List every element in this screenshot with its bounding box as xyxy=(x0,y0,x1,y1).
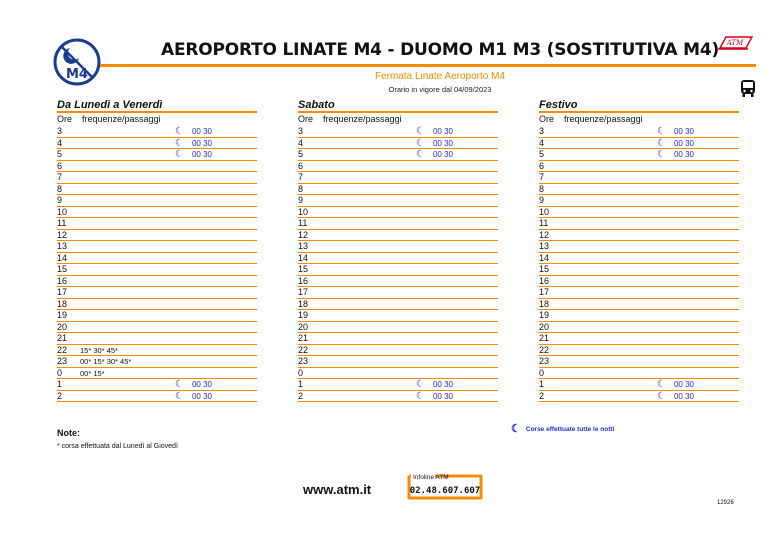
schedule-title: Sabato xyxy=(298,99,335,111)
frequency-header: frequenze/passaggi xyxy=(323,114,402,124)
schedule-row xyxy=(539,138,739,150)
hour-cell: 5 xyxy=(57,149,63,159)
night-times: 00 30 xyxy=(191,391,212,401)
night-departures xyxy=(416,126,453,137)
schedule-row xyxy=(539,322,739,334)
hour-cell: 3 xyxy=(539,126,545,136)
moon-icon: ☾ xyxy=(416,379,425,390)
moon-icon: ☾ xyxy=(175,137,184,149)
schedule-row xyxy=(298,207,498,219)
schedule-row xyxy=(57,333,257,345)
moon-icon: ☾ xyxy=(657,126,666,137)
schedule-row xyxy=(57,276,257,288)
night-times: 00 30 xyxy=(673,391,694,401)
schedule-row xyxy=(57,264,257,276)
moon-icon: ☾ xyxy=(657,149,666,160)
schedule-header xyxy=(57,113,257,126)
hour-cell: 18 xyxy=(298,298,309,309)
night-departures xyxy=(175,391,212,402)
hour-cell: 12 xyxy=(539,229,550,240)
hour-cell: 21 xyxy=(539,333,550,343)
m4-line-badge-icon xyxy=(53,38,101,86)
schedule-row xyxy=(539,287,739,299)
hour-cell: 22 xyxy=(298,344,309,355)
hour-cell: 17 xyxy=(539,287,550,297)
night-departures xyxy=(175,149,212,160)
hour-cell: 8 xyxy=(539,183,545,194)
hour-cell: 4 xyxy=(298,137,304,148)
moon-icon: ☾ xyxy=(416,390,425,402)
page-title: AEROPORTO LINATE M4 - DUOMO M1 M3 (SOSTITUTIVA M4) xyxy=(160,40,720,60)
moon-icon: ☾ xyxy=(175,390,184,402)
hour-cell: 22 xyxy=(57,344,68,355)
night-departures xyxy=(175,379,212,390)
hour-cell: 13 xyxy=(57,241,68,251)
hour-cell: 16 xyxy=(57,275,68,286)
minutes-cell: 00* 15* 30* 45* xyxy=(80,357,132,366)
schedule-row xyxy=(298,126,498,138)
header-divider xyxy=(100,64,756,67)
schedule-row xyxy=(539,379,739,391)
schedule-row xyxy=(298,276,498,288)
night-departures xyxy=(416,391,453,402)
schedule-row xyxy=(539,253,739,265)
night-times: 00 30 xyxy=(191,127,212,136)
schedule-row xyxy=(539,276,739,288)
hour-cell: 7 xyxy=(298,172,304,182)
hour-cell: 19 xyxy=(298,310,309,320)
hour-cell: 11 xyxy=(57,218,67,228)
hour-cell: 11 xyxy=(298,218,308,228)
night-legend xyxy=(511,422,614,435)
schedule-row xyxy=(539,264,739,276)
schedule-row xyxy=(298,345,498,357)
hour-cell: 18 xyxy=(57,298,68,309)
schedule-row xyxy=(298,161,498,173)
notes-label: Note: xyxy=(57,428,80,438)
hour-cell: 13 xyxy=(298,241,309,251)
hour-header: Ore xyxy=(539,114,555,124)
schedule-row xyxy=(57,126,257,138)
hour-cell: 6 xyxy=(57,160,63,171)
schedule-title: Da Lunedì a Venerdì xyxy=(57,99,163,111)
schedule-saturday xyxy=(298,99,498,402)
night-times: 00 30 xyxy=(432,138,453,148)
hour-cell: 8 xyxy=(57,183,63,194)
schedule-row xyxy=(57,184,257,196)
night-times: 00 30 xyxy=(673,138,694,148)
stop-name: Fermata Linate Aeroporto M4 xyxy=(374,71,506,82)
schedule-row xyxy=(539,368,739,380)
schedule-row xyxy=(57,230,257,242)
schedule-row xyxy=(539,299,739,311)
hour-cell: 9 xyxy=(539,195,545,205)
schedule-row xyxy=(298,253,498,265)
schedule-row xyxy=(298,299,498,311)
schedule-row xyxy=(57,310,257,322)
minutes-cell: 00* 15* xyxy=(80,368,105,378)
hour-cell: 4 xyxy=(57,137,63,148)
schedule-row xyxy=(539,333,739,345)
minutes-cell: 15* 30* 45* xyxy=(80,345,118,355)
schedule-row xyxy=(298,138,498,150)
hour-cell: 9 xyxy=(57,195,63,205)
moon-icon: ☾ xyxy=(416,149,425,160)
website-link[interactable]: www.atm.it xyxy=(303,482,372,497)
frequency-header: frequenze/passaggi xyxy=(564,114,643,124)
night-times: 00 30 xyxy=(673,380,694,389)
hour-cell: 21 xyxy=(57,333,68,343)
schedule-row xyxy=(57,287,257,299)
hour-cell: 10 xyxy=(539,206,550,217)
schedule-row xyxy=(57,379,257,391)
night-times: 00 30 xyxy=(432,380,453,389)
schedule-row xyxy=(539,356,739,368)
night-departures xyxy=(416,149,453,160)
notes-text: * corsa effettuata dal Lunedì al Giovedì xyxy=(57,443,178,450)
hour-cell: 13 xyxy=(539,241,550,251)
schedule-rows xyxy=(539,126,739,402)
schedule-row xyxy=(57,195,257,207)
hour-cell: 19 xyxy=(539,310,550,320)
schedule-row xyxy=(539,218,739,230)
night-departures xyxy=(657,149,694,160)
moon-icon: ☾ xyxy=(416,137,425,149)
hour-cell: 10 xyxy=(57,206,68,217)
moon-icon: ☾ xyxy=(657,379,666,390)
hour-cell: 15 xyxy=(57,264,68,274)
hour-cell: 22 xyxy=(539,344,550,355)
schedule-title: Festivo xyxy=(539,99,578,111)
hour-cell: 14 xyxy=(298,252,309,263)
hour-cell: 15 xyxy=(539,264,550,274)
schedule-holiday xyxy=(539,99,739,402)
infoline-label: Infoline ATM xyxy=(413,474,449,481)
moon-icon: ☾ xyxy=(657,137,666,149)
schedule-row xyxy=(298,149,498,161)
schedule-row xyxy=(298,264,498,276)
schedule-row xyxy=(539,310,739,322)
hour-cell: 20 xyxy=(539,321,550,332)
schedule-row xyxy=(57,253,257,265)
schedule-row xyxy=(539,345,739,357)
schedule-rows xyxy=(57,126,257,402)
hour-cell: 8 xyxy=(298,183,304,194)
moon-icon: ☾ xyxy=(511,423,521,435)
hour-cell: 0 xyxy=(298,367,304,378)
hour-cell: 6 xyxy=(539,160,545,171)
hour-cell: 2 xyxy=(57,390,63,401)
hour-cell: 11 xyxy=(539,218,549,228)
night-legend-text: Corse effettuate tutte le notti xyxy=(525,426,615,433)
hour-cell: 14 xyxy=(57,252,68,263)
schedule-rows xyxy=(298,126,498,402)
hour-cell: 23 xyxy=(298,356,309,366)
infoline-number: 02.48.607.607 xyxy=(409,486,481,496)
hour-cell: 23 xyxy=(539,356,550,366)
schedule-row xyxy=(298,310,498,322)
schedule-row xyxy=(539,126,739,138)
schedule-row xyxy=(57,207,257,219)
hour-cell: 4 xyxy=(539,137,545,148)
schedule-row xyxy=(57,356,257,368)
hour-cell: 7 xyxy=(57,172,63,182)
night-times: 00 30 xyxy=(191,380,212,389)
hour-cell: 1 xyxy=(539,379,545,389)
schedule-row xyxy=(539,184,739,196)
schedule-row xyxy=(539,195,739,207)
hour-cell: 1 xyxy=(298,379,304,389)
hour-cell: 9 xyxy=(298,195,304,205)
infoline-box[interactable] xyxy=(403,470,485,502)
hour-cell: 2 xyxy=(539,390,545,401)
schedule-header xyxy=(539,113,739,126)
hour-cell: 7 xyxy=(539,172,545,182)
schedule-row xyxy=(539,149,739,161)
validity-date: Orario in vigore dal 04/09/2023 xyxy=(388,85,492,94)
schedule-row xyxy=(57,218,257,230)
moon-icon: ☾ xyxy=(175,149,184,160)
hour-cell: 17 xyxy=(57,287,68,297)
hour-header: Ore xyxy=(298,114,314,124)
schedule-row xyxy=(57,172,257,184)
night-departures xyxy=(657,126,694,137)
schedule-row xyxy=(298,184,498,196)
night-times: 00 30 xyxy=(432,150,453,159)
hour-cell: 20 xyxy=(57,321,68,332)
hour-cell: 12 xyxy=(298,229,309,240)
hour-cell: 1 xyxy=(57,379,63,389)
document-code: 12926 xyxy=(717,500,734,506)
hour-cell: 23 xyxy=(57,356,68,366)
schedule-row xyxy=(57,138,257,150)
schedule-row xyxy=(298,241,498,253)
night-departures xyxy=(175,138,212,149)
hour-cell: 6 xyxy=(298,160,304,171)
schedule-row xyxy=(57,241,257,253)
hour-cell: 19 xyxy=(57,310,68,320)
schedule-row xyxy=(57,345,257,357)
hour-cell: 20 xyxy=(298,321,309,332)
night-departures xyxy=(657,379,694,390)
night-departures xyxy=(175,126,212,137)
moon-icon: ☾ xyxy=(175,126,184,137)
schedule-row xyxy=(298,391,498,403)
schedule-row xyxy=(57,161,257,173)
hour-cell: 0 xyxy=(539,367,545,378)
schedule-row xyxy=(298,379,498,391)
schedule-row xyxy=(298,230,498,242)
night-times: 00 30 xyxy=(673,150,694,159)
night-times: 00 30 xyxy=(191,138,212,148)
hour-cell: 18 xyxy=(539,298,550,309)
frequency-header: frequenze/passaggi xyxy=(82,114,161,124)
atm-logo xyxy=(714,36,754,50)
night-times: 00 30 xyxy=(432,127,453,136)
hour-cell: 5 xyxy=(539,149,545,159)
hour-cell: 17 xyxy=(298,287,309,297)
atm-logo-label: ATM xyxy=(726,39,744,47)
hour-cell: 15 xyxy=(298,264,309,274)
schedule-row xyxy=(57,149,257,161)
schedule-row xyxy=(57,368,257,380)
night-times: 00 30 xyxy=(432,391,453,401)
hour-cell: 10 xyxy=(298,206,309,217)
hour-cell: 0 xyxy=(57,367,63,378)
schedule-row xyxy=(298,218,498,230)
schedule-row xyxy=(539,161,739,173)
schedule-row xyxy=(539,230,739,242)
schedule-row xyxy=(298,172,498,184)
hour-cell: 2 xyxy=(298,390,304,401)
schedule-row xyxy=(298,368,498,380)
schedule-row xyxy=(57,391,257,403)
hour-cell: 12 xyxy=(57,229,68,240)
schedule-row xyxy=(57,322,257,334)
hour-cell: 5 xyxy=(298,149,304,159)
night-departures xyxy=(416,379,453,390)
night-departures xyxy=(657,391,694,402)
moon-icon: ☾ xyxy=(657,390,666,402)
schedule-row xyxy=(539,391,739,403)
hour-cell: 16 xyxy=(298,275,309,286)
schedule-row xyxy=(298,322,498,334)
night-departures xyxy=(657,138,694,149)
schedule-row xyxy=(298,195,498,207)
hour-cell: 3 xyxy=(57,126,63,136)
schedule-header xyxy=(298,113,498,126)
moon-icon: ☾ xyxy=(175,379,184,390)
schedule-row xyxy=(57,299,257,311)
hour-cell: 21 xyxy=(298,333,309,343)
schedule-row xyxy=(298,333,498,345)
schedule-row xyxy=(539,241,739,253)
m4-badge-label: M4 xyxy=(66,67,88,82)
schedule-weekdays xyxy=(57,99,257,402)
night-times: 00 30 xyxy=(191,150,212,159)
schedule-row xyxy=(298,287,498,299)
night-departures xyxy=(416,138,453,149)
schedule-row xyxy=(539,207,739,219)
schedule-row xyxy=(539,172,739,184)
moon-icon: ☾ xyxy=(416,126,425,137)
schedule-row xyxy=(298,356,498,368)
hour-cell: 14 xyxy=(539,252,550,263)
hour-header: Ore xyxy=(57,114,73,124)
night-times: 00 30 xyxy=(673,127,694,136)
hour-cell: 3 xyxy=(298,126,304,136)
hour-cell: 16 xyxy=(539,275,550,286)
bus-icon xyxy=(738,78,758,98)
